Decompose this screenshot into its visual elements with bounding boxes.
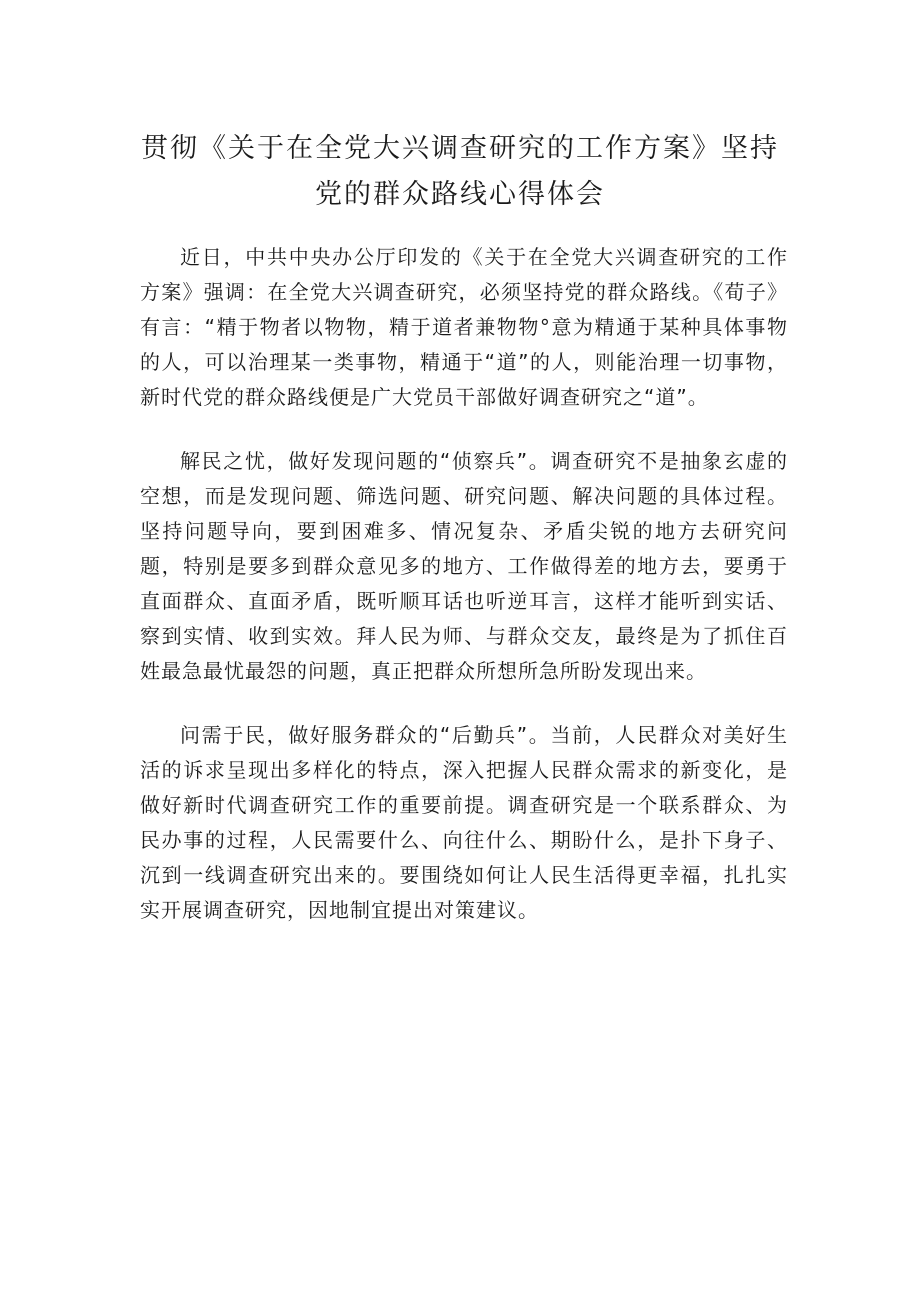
document-body: [140, 240, 788, 928]
paragraph-intro: 近日，中共中央办公厅印发的《关于在全党大兴调查研究的工作方案》强调：在全党大兴调查研究，必须坚持党的群众路线。《荀子》有言：“精于物者以物物，精于道者兼物物°意为精通于某种具体事物的人，可以治理某一类事物，精通于“道”的人，则能治理一切事物，新时代党的群众路线便是广大党员干部做好调查研究之“道”。: [140, 245, 788, 409]
title-line-2: 党的群众路线心得体会: [315, 179, 605, 210]
paragraph-detect-problems: 解民之忧，做好发现问题的“侦察兵”。调查研究不是抽象玄虚的空想，而是发现问题、筛选问题、研究问题、解决问题的具体过程。坚持问题导向，要到困难多、情况复杂、矛盾尖锐的地方去研究问题，特别是要多到群众意见多的地方、工作做得差的地方去，要勇于直面群众、直面矛盾，既听顺耳话也听逆耳言，这样才能听到实话、察到实情、收到实效。拜人民为师、与群众交友，最终是为了抓住百姓最急最忧最怨的问题，真正把群众所想所急所盼发现出来。: [140, 449, 788, 683]
document-title: [120, 126, 800, 218]
paragraph-serve-masses: 问需于民，做好服务群众的“后勤兵”。当前，人民群众对美好生活的诉求呈现出多样化的特点，深入把握人民群众需求的新变化，是做好新时代调查研究工作的重要前提。调查研究是一个联系群众、为民办事的过程，人民需要什么、向往什么、期盼什么，是扑下身子、沉到一线调查研究出来的。要围绕如何让人民生活得更幸福，扎扎实实开展调查研究，因地制宜提出对策建议。: [140, 723, 788, 922]
title-line-1: 贯彻《关于在全党大兴调查研究的工作方案》坚持: [141, 133, 779, 164]
